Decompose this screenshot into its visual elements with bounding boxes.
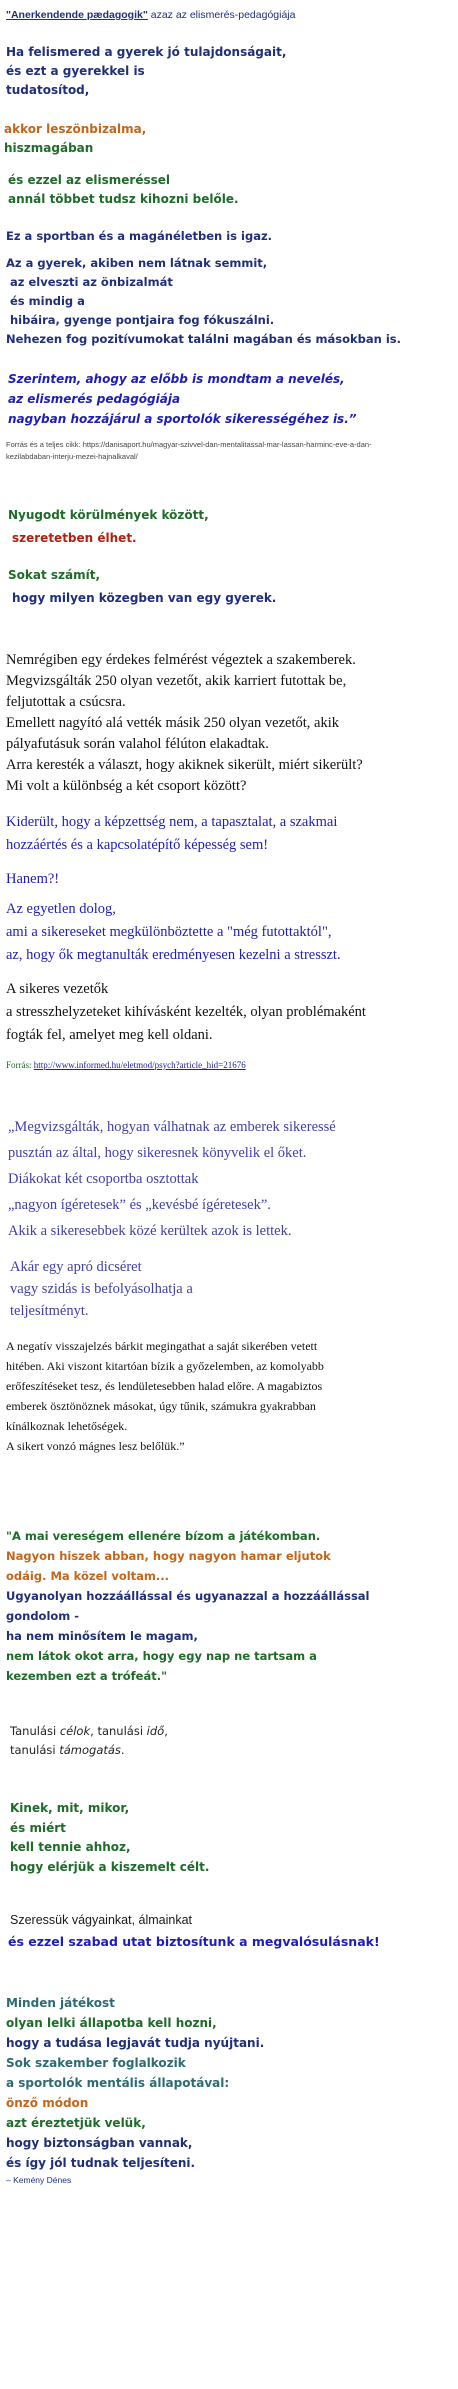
block9-line-2: Megvizsgálták 250 olyan vezetőt, akik karriert futottak be,	[6, 673, 347, 689]
block13-line-3: fogták fel, amelyet meg kell oldani.	[6, 1027, 213, 1043]
block3-line-2: annál többet tudsz kihozni belőle.	[8, 192, 239, 206]
source2-link[interactable]: http://www.informed.hu/eletmod/psych?article_hid=21676	[33, 1060, 246, 1070]
source1-line-2[interactable]: kezilabdaban-interju-mezei-hajnalkaval/	[6, 452, 138, 461]
block9-line-3: feljutottak a csúcsra.	[6, 694, 126, 710]
block15-line-1: Akár egy apró dicséret	[10, 1259, 142, 1275]
block9-line-6: Arra keresték a választ, hogy akiknek sikerült, miért sikerült?	[6, 757, 363, 773]
block12-line-1: Az egyetlen dolog,	[6, 901, 116, 917]
source1-line-1[interactable]: Forrás és a teljes cikk: https://danisaport.hu/magyar-szivvel-dan-mentalitassal-mar-lassan-harminc-eve-a-dan-	[6, 440, 372, 449]
block21-line-3: hogy a tudása legjavát tudja nyújtani.	[6, 2036, 265, 2050]
block13-line-2: a stresszhelyzeteket kihívásként kezelték, olyan problémaként	[6, 1004, 366, 1020]
block17-line-7: nem látok okot arra, hogy egy nap ne tartsam a	[6, 1649, 317, 1663]
block17-line-2: Nagyon hiszek abban, hogy nagyon hamar eljutok	[6, 1549, 331, 1563]
block9-line-5: pályafutásuk során valahol félúton elakadtak.	[6, 736, 269, 752]
block20	[8, 1909, 458, 1953]
block16-line-6: A sikert vonzó mágnes lesz belőlük.”	[6, 1439, 185, 1453]
block14-line-3: Diákokat két csoportba osztottak	[8, 1171, 199, 1187]
source2-label: Forrás:	[6, 1060, 34, 1070]
block11-line: Hanem?!	[6, 871, 60, 887]
block7-line-2: szeretetben élhet.	[12, 531, 137, 545]
block7	[8, 504, 458, 550]
block21-line-4: Sok szakember foglalkozik	[6, 2056, 186, 2070]
block19-line-3: kell tennie ahhoz,	[10, 1840, 131, 1854]
block8	[8, 564, 458, 610]
block14-line-4: „nagyon ígéretesek” és „kevésbé ígéretesek”.	[8, 1197, 271, 1213]
block21-line-5: a sportolók mentális állapotával:	[6, 2076, 230, 2090]
block16-line-1: A negatív visszajelzés bárkit megingathat a saját sikerében vetett	[6, 1339, 318, 1353]
block5-line-1: Az a gyerek, akiben nem látnak semmit,	[6, 256, 268, 270]
block3	[8, 171, 458, 209]
block20-line-2: és ezzel szabad utat biztosítunk a megvalósulásnak!	[8, 1934, 380, 1949]
block9-line-1: Nemrégiben egy érdekes felmérést végeztek a szakemberek.	[6, 652, 356, 668]
block14-line-5: Akik a sikeresebbek közé kerültek azok is lettek.	[8, 1223, 292, 1239]
block16	[6, 1336, 458, 1456]
block6-line-3: nagyban hozzájárul a sportolók sikerességéhez is.”	[8, 412, 357, 426]
intro-line	[6, 8, 458, 22]
block5-line-3: és mindig a	[10, 294, 85, 308]
word-celok: célok	[59, 1724, 91, 1738]
block21-line-1: Minden játékost	[6, 1996, 115, 2010]
block14-line-2: pusztán az által, hogy sikeresnek könyvelik el őket.	[8, 1145, 307, 1161]
block1-line-2: és ezt a gyerekkel is	[6, 64, 145, 78]
block18-line-2: tanulási támogatás.	[10, 1743, 125, 1757]
block1	[6, 43, 458, 100]
block16-line-4: emberek ösztönöznek másokat, úgy tűnik, számukra gyakrabban	[6, 1399, 316, 1413]
block8-line-2: hogy milyen közegben van egy gyerek.	[12, 591, 277, 605]
block12-line-3: az, hogy ők megtanulták eredményesen kezelni a stresszt.	[6, 947, 341, 963]
block16-line-2: hitében. Aki viszont kitartóan bízik a győzelemben, az komolyabb	[6, 1359, 324, 1373]
block15-line-3: teljesítményt.	[10, 1303, 89, 1319]
signature: – Kemény Dénes	[6, 2175, 72, 2185]
block21-line-8: hogy biztonságban vannak,	[6, 2136, 193, 2150]
block9	[6, 650, 458, 797]
word-tamogatas: támogatás	[59, 1743, 121, 1757]
block14	[8, 1114, 458, 1244]
block5	[6, 254, 458, 349]
block16-line-5: kínálkoznak lehetőségek.	[6, 1419, 128, 1433]
block18	[10, 1722, 458, 1760]
block1-line-1: Ha felismered a gyerek jó tulajdonságait,	[6, 45, 287, 59]
source2	[6, 1058, 458, 1072]
block9-line-7: Mi volt a különbség a két csoport között?	[6, 778, 247, 794]
block3-line-1: és ezzel az elismeréssel	[8, 173, 170, 187]
block15-line-2: vagy szidás is befolyásolhatja a	[10, 1281, 193, 1297]
block6-line-2: az elismerés pedagógiája	[8, 392, 181, 406]
block17-line-3: odáig. Ma közel voltam...	[6, 1569, 170, 1583]
block19-line-4: hogy elérjük a kiszemelt célt.	[10, 1859, 210, 1874]
block19	[10, 1799, 458, 1877]
word-ido: idő	[146, 1724, 165, 1738]
block10-line-2: hozzáértés és a kapcsolatépítő képesség sem!	[6, 837, 269, 853]
block17-line-4: Ugyanolyan hozzáállással és ugyanazzal a hozzáállással	[6, 1589, 370, 1603]
block11	[6, 869, 458, 889]
block19-line-1: Kinek, mit, mikor,	[10, 1801, 130, 1815]
block17-line-6: ha nem minősítem le magam,	[6, 1629, 198, 1643]
intro	[6, 8, 458, 22]
block2	[4, 120, 458, 158]
intro-rest: azaz az elismerés-pedagógiája	[147, 9, 296, 21]
block6	[8, 369, 458, 429]
block6-line-1: Szerintem, ahogy az előbb is mondtam a nevelés,	[8, 372, 345, 386]
block12	[6, 898, 458, 967]
block1-line-3: tudatosítod,	[6, 83, 90, 97]
block21	[6, 1993, 458, 2187]
block19-line-2: és miért	[10, 1820, 66, 1835]
block5-line-4: hibáira, gyenge pontjaira fog fókuszálni.	[10, 313, 275, 327]
block17-line-1: "A mai vereségem ellenére bízom a játékomban.	[6, 1529, 321, 1543]
block2-line-1: akkor leszönbizalma,	[4, 122, 147, 136]
block8-line-1: Sokat számít,	[8, 568, 101, 582]
block20-line-1: Szeressük vágyainkat, álmainkat	[10, 1913, 193, 1927]
block21-line-7: azt éreztetjük velük,	[6, 2116, 146, 2130]
block10-line-1: Kiderült, hogy a képzettség nem, a tapasztalat, a szakmai	[6, 814, 338, 830]
block7-line-1: Nyugodt körülmények között,	[8, 508, 209, 522]
block17	[6, 1526, 458, 1686]
block21-line-2: olyan lelki állapotba kell hozni,	[6, 2016, 217, 2030]
block17-line-8: kezemben ezt a trófeát."	[6, 1669, 168, 1683]
block13-line-1: A sikeres vezetők	[6, 981, 109, 997]
block2-line-2: hiszmagában	[4, 141, 94, 155]
block12-line-2: ami a sikereseket megkülönböztette a "még futottaktól",	[6, 924, 332, 940]
block4-line: Ez a sportban és a magánéletben is igaz.	[6, 229, 273, 243]
block18-line-1: Tanulási célok, tanulási idő,	[10, 1724, 168, 1738]
block5-line-2: az elveszti az önbizalmát	[10, 275, 173, 289]
block10	[6, 811, 458, 857]
block14-line-1: „Megvizsgálták, hogyan válhatnak az emberek sikeressé	[8, 1119, 336, 1135]
block16-line-3: erőfeszítéseket tesz, és lendületesebben halad előre. A magabiztos	[6, 1379, 323, 1393]
block17-line-5: gondolom -	[6, 1609, 80, 1623]
intro-link[interactable]: "Anerkendende pædagogik"	[6, 9, 148, 21]
block15	[10, 1256, 458, 1322]
block5-line-5: Nehezen fog pozitívumokat találni magában és másokban is.	[6, 332, 401, 346]
block13	[6, 978, 458, 1047]
source1	[6, 439, 458, 463]
block21-line-6: önző módon	[6, 2096, 89, 2110]
block4	[6, 228, 458, 244]
block21-line-9: és így jól tudnak teljesíteni.	[6, 2156, 196, 2170]
block9-line-4: Emellett nagyító alá vették másik 250 olyan vezetőt, akik	[6, 715, 339, 731]
